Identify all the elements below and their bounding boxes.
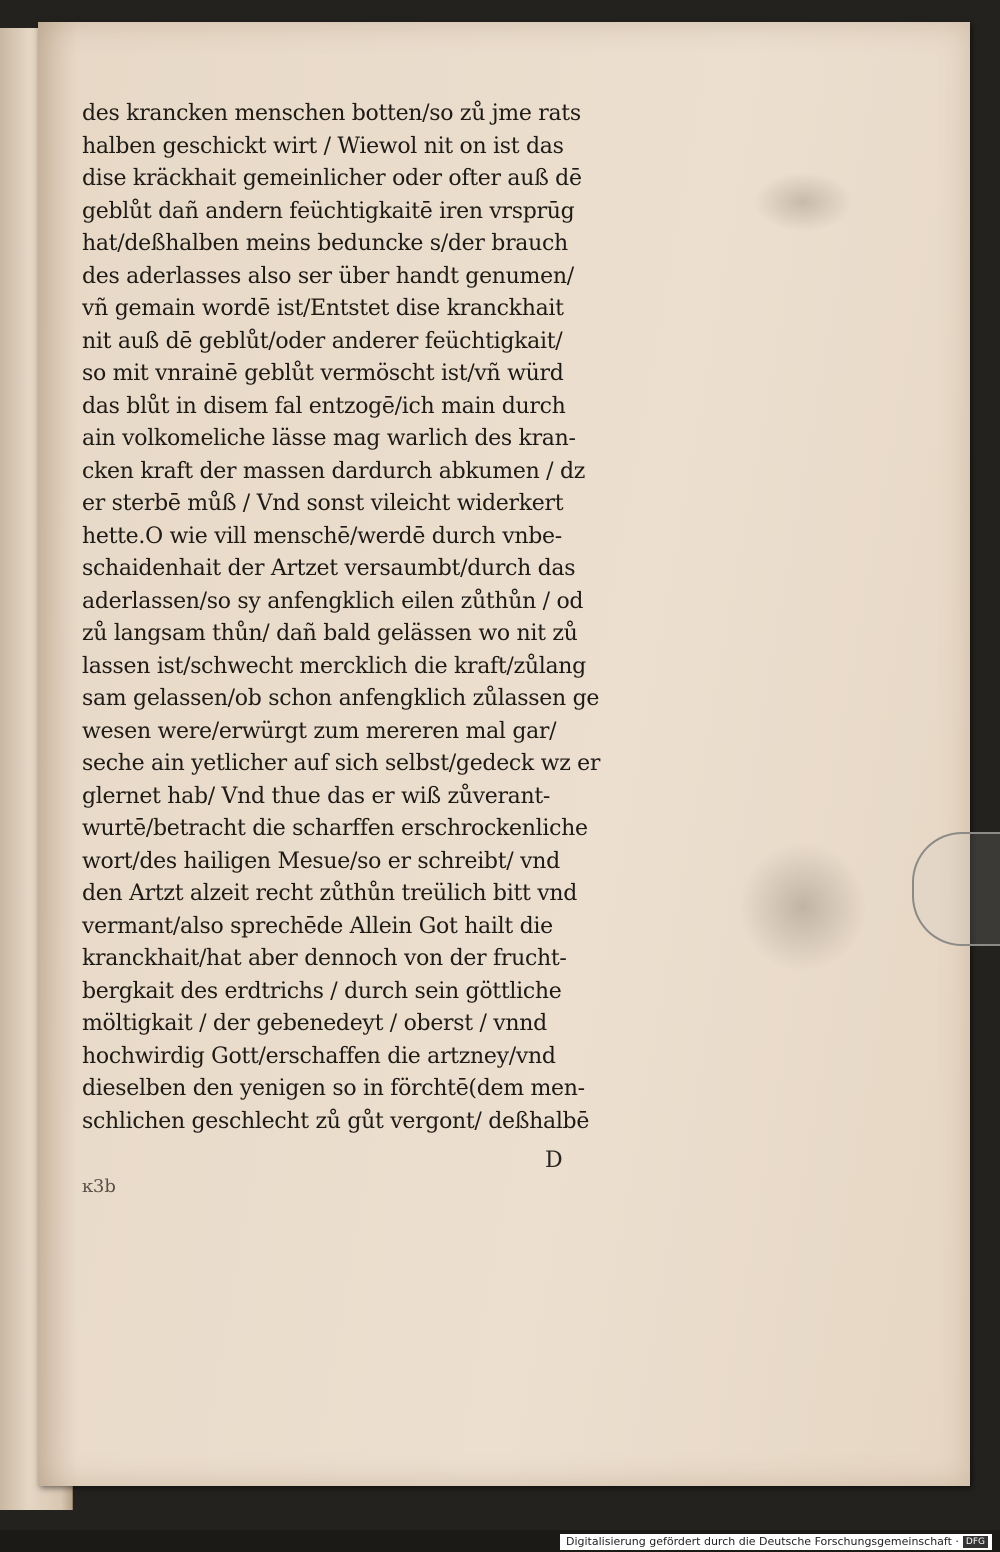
dfg-logo: DFG: [963, 1536, 988, 1548]
text-line: vermant/also sprechēde Allein Got hailt die: [82, 913, 553, 939]
text-line: ain volkomeliche lässe mag warlich des kran-: [82, 426, 576, 451]
text-line: hette.O wie vill menschē/werdē durch vnbe-: [82, 523, 562, 549]
text-line: glernet hab/ Vnd thue das er wiß zůverant-: [82, 783, 551, 809]
text-line: so mit vnrainē geblůt vermöscht ist/vñ würd: [82, 361, 564, 386]
text-line: dieselben den yenigen so in förchtē(dem men-: [82, 1076, 585, 1101]
text-line: cken kraft der massen dardurch abkumen / dz: [82, 458, 586, 484]
ink-bleed-through: [738, 842, 868, 972]
text-line: hat/deßhalben meins beduncke s/der brauch: [82, 231, 568, 256]
text-line: schaidenhait der Artzet versaumbt/durch das: [82, 556, 576, 581]
text-line: den Artzt alzeit recht zůthůn treülich bitt vnd: [82, 881, 578, 906]
text-line: des aderlasses also ser über handt genumen/: [82, 263, 574, 289]
text-line: möltigkait / der gebenedeyt / oberst / vnnd: [82, 1011, 547, 1036]
text-line: geblůt dañ andern feüchtigkaitē iren vrsprūg: [82, 198, 575, 224]
text-line: wort/des hailigen Mesue/so er schreibt/ vnd: [82, 848, 560, 874]
text-line: nit auß dē geblůt/oder anderer feüchtigkait/: [82, 328, 563, 354]
text-line: zů langsam thůn/ dañ bald gelässen wo nit zů: [82, 621, 578, 646]
text-line: seche ain yetlicher auf sich selbst/gedeck wz er: [82, 751, 601, 776]
text-line: vñ gemain wordē ist/Entstet dise kranckhait: [82, 296, 564, 321]
text-line: kranckhait/hat aber dennoch von der frucht-: [82, 946, 567, 971]
text-line: halben geschickt wirt / Wiewol nit on ist das: [82, 133, 564, 159]
text-line: er sterbē můß / Vnd sonst vileicht widerkert: [82, 491, 564, 516]
text-line: wurtē/betracht die scharffen erschrockenliche: [82, 816, 588, 841]
text-line: schlichen geschlecht zů gůt vergont/ deßhalbē: [82, 1108, 590, 1134]
funding-footer: [560, 1534, 992, 1550]
ink-bleed-through: [753, 172, 853, 232]
text-line: des krancken menschen botten/so zů jme rats: [82, 101, 581, 126]
page-clip: [912, 832, 1000, 946]
text-line: dise kräckhait gemeinlicher oder ofter auß dē: [82, 166, 582, 191]
text-line: lassen ist/schwecht mercklich die kraft/zůlang: [82, 653, 586, 679]
text-line: das blůt in disem fal entzogē/ich main durch: [82, 393, 566, 419]
text-line: sam gelassen/ob schon anfengklich zůlassen ge: [82, 686, 600, 711]
catchword: D: [545, 1148, 563, 1173]
text-line: aderlassen/so sy anfengklich eilen zůthůn / od: [82, 588, 584, 614]
text-line: hochwirdig Gott/erschaffen die artzney/vnd: [82, 1043, 556, 1069]
text-line: wesen were/erwürgt zum mereren mal gar/: [82, 718, 557, 744]
text-line: bergkait des erdtrichs / durch sein göttliche: [82, 978, 562, 1004]
footer-text: Digitalisierung gefördert durch die Deutsche Forschungsgemeinschaft ·: [565, 1535, 959, 1548]
signature-mark: ĸ3b: [82, 1176, 116, 1197]
page-text: [82, 98, 692, 1138]
